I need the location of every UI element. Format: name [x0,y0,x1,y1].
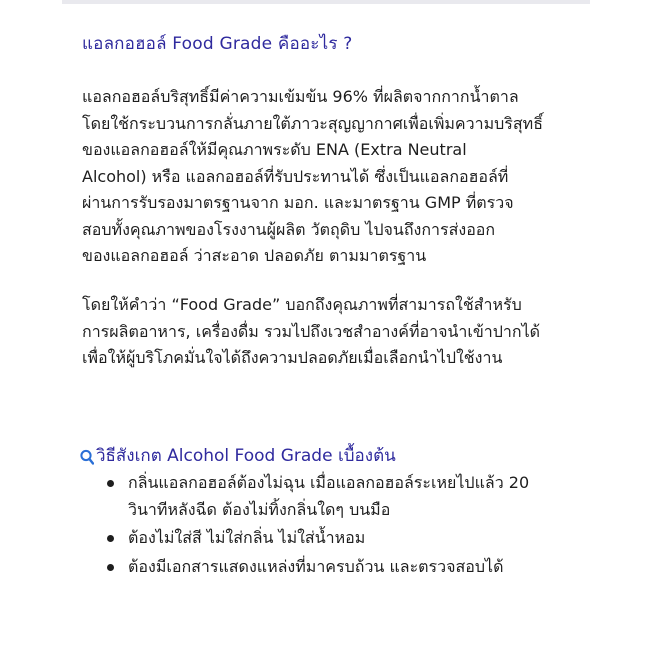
food-grade-paragraph [82,292,582,372]
check-method-heading [80,442,396,469]
section-heading: แอลกอฮอล์ Food Grade คืออะไร ? [82,34,353,54]
paragraph-line: เพื่อให้ผู้บริโภคมั่นใจได้ถึงความปลอดภัยเมื่อเลือกนำไปใช้งาน [82,348,503,367]
paragraph-line: แอลกอฮอล์บริสุทธิ์มีค่าความเข้มข้น 96% ที่ผลิตจากกากน้ำตาล [82,87,519,106]
subheading-text: วิธีสังเกต Alcohol Food Grade เบื้องต้น [96,446,396,466]
intro-paragraph [82,84,582,270]
paragraph-line: ผ่านการรับรองมาตรฐานจาก มอก. และมาตรฐาน GMP ที่ตรวจ [82,193,514,212]
content-card [62,0,590,651]
list-item-line: กลิ่นแอลกอฮอล์ต้องไม่ฉุน เมื่อแอลกอฮอล์ระเหยไปแล้ว 20 [128,473,530,492]
bullet-dot [107,480,114,487]
list-item-line: ต้องไม่ใส่สี ไม่ใส่กลิ่น ไม่ใส่น้ำหอม [128,528,366,547]
paragraph-line: การผลิตอาหาร, เครื่องดื่ม รวมไปถึงเวชสำอางค์ที่อาจนำเข้าปากได้ [82,321,541,341]
list-item-line: วินาทีหลังฉีด ต้องไม่ทิ้งกลิ่นใดๆ บนมือ [128,499,391,519]
list-item [82,525,582,552]
check-list [82,470,582,582]
list-item [82,554,582,581]
list-item [82,470,582,523]
paragraph-line: สอบทั้งคุณภาพของโรงงานผู้ผลิต วัตถุดิบ ไปจนถึงการส่งออก [82,219,496,239]
paragraph-line: Alcohol) หรือ แอลกอฮอล์ที่รับประทานได้ ซึ่งเป็นแอลกอฮอล์ที่ [82,166,509,186]
bullet-dot [107,564,114,571]
bullet-dot [107,535,114,542]
paragraph-line: โดยใช้กระบวนการกลั่นภายใต้ภาวะสุญญากาศเพื่อเพิ่มความบริสุทธิ์ [82,113,543,133]
paragraph-line: ของแอลกอฮอล์ ว่าสะอาด ปลอดภัย ตามมาตรฐาน [82,246,427,265]
list-item-line: ต้องมีเอกสารแสดงแหล่งที่มาครบถ้วน และตรวจสอบได้ [128,556,504,576]
search-icon [80,449,94,463]
paragraph-line: โดยให้คำว่า “Food Grade” บอกถึงคุณภาพที่สามารถใช้สำหรับ [82,295,522,314]
paragraph-line: ของแอลกอฮอล์ให้มีคุณภาพระดับ ENA (Extra Neutral [82,140,467,159]
